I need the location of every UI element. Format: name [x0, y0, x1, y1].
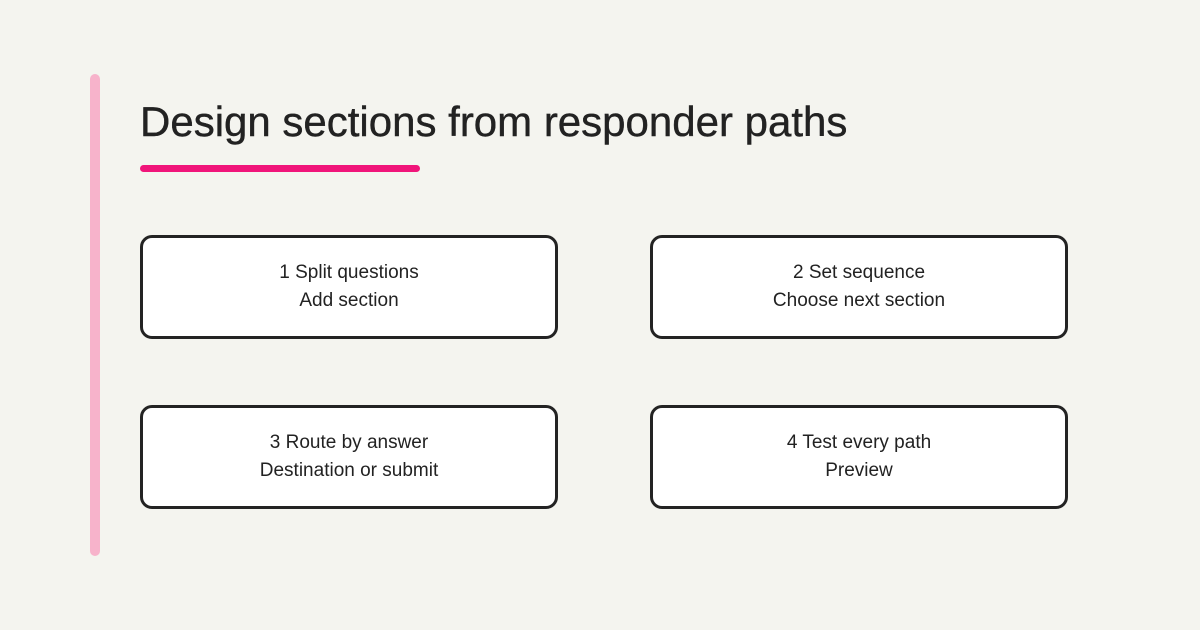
step-card-split-questions [140, 235, 558, 339]
step-title: 2 Set sequence [792, 262, 926, 283]
step-action: Choose next section [772, 290, 946, 311]
step-card-set-sequence [650, 235, 1068, 339]
step-title: 1 Split questions [279, 262, 419, 283]
step-title: 4 Test every path [786, 432, 932, 453]
title-underline [140, 165, 420, 172]
side-accent-bar [90, 74, 100, 556]
step-action: Preview [825, 460, 893, 481]
step-action: Destination or submit [259, 460, 439, 481]
step-action: Add section [299, 290, 399, 311]
step-card-route-by-answer [140, 405, 558, 509]
page-title: Design sections from responder paths [140, 98, 848, 145]
step-title: 3 Route by answer [269, 432, 429, 453]
step-card-test-every-path [650, 405, 1068, 509]
